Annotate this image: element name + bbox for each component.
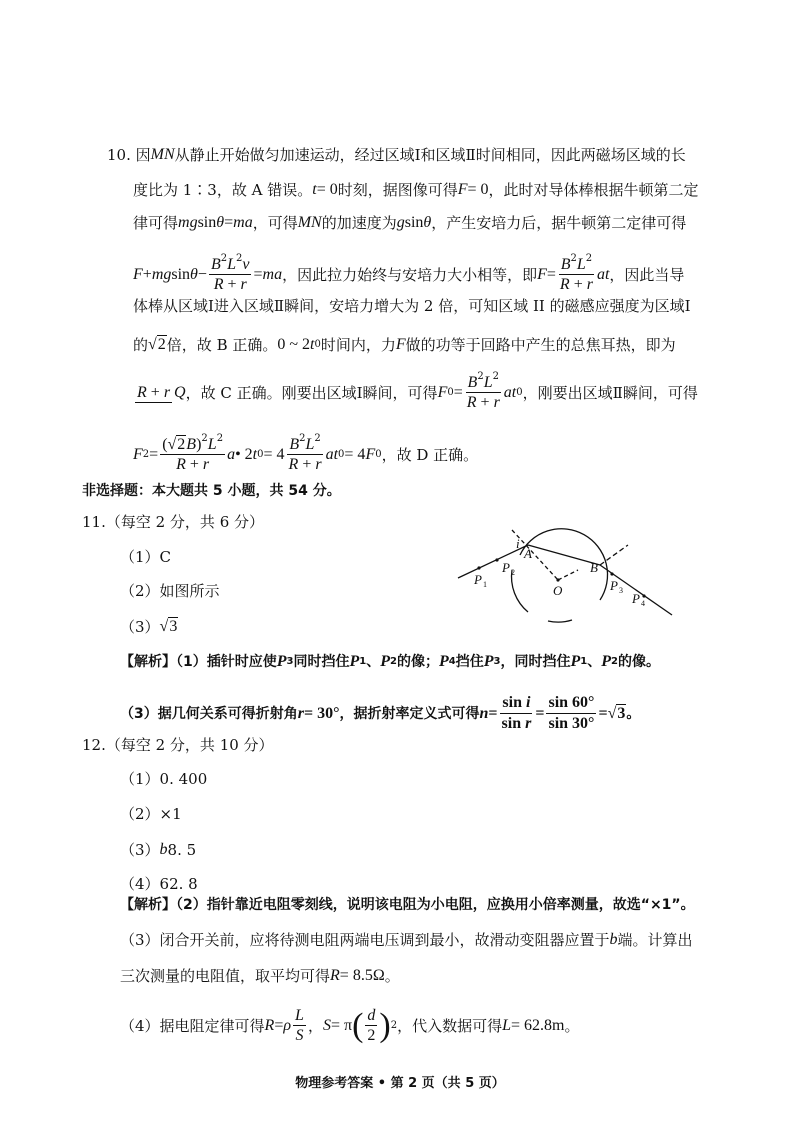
math-variable: d xyxy=(367,1007,376,1024)
point-a-label: A xyxy=(524,546,532,561)
text-run: （4）62. 8 xyxy=(120,875,198,893)
math-text: = 0 xyxy=(467,181,489,198)
text-run: 12.（每空 2 分，共 10 分） xyxy=(82,736,274,754)
math-variable: B xyxy=(210,256,221,273)
math-text: sin xyxy=(197,214,217,231)
math-variable: b xyxy=(159,841,168,858)
text-run: ， xyxy=(307,1016,323,1035)
math-variable: F xyxy=(437,383,448,401)
text-run: ，因此当导 xyxy=(609,265,685,284)
text-run: （2）如图所示 xyxy=(120,582,220,600)
math-variable: θ xyxy=(423,214,432,231)
math-variable: ma xyxy=(233,214,253,231)
math-text: = 4 xyxy=(344,445,366,463)
math-text: • 2 xyxy=(235,445,253,463)
text-run: 。 xyxy=(564,1016,580,1035)
superscript: 2 xyxy=(299,433,306,444)
math-variable: L xyxy=(483,374,493,391)
text-run: 的加速度为 xyxy=(321,214,397,232)
radicand: 3 xyxy=(169,618,178,635)
radicand: 2 xyxy=(177,436,186,453)
text-run: 的像。 xyxy=(618,654,660,670)
superscript: 2 xyxy=(477,371,484,382)
math-variable: R xyxy=(176,456,186,473)
math-variable: L xyxy=(502,1016,512,1034)
math-text: = xyxy=(535,704,545,722)
math-variable: L xyxy=(576,256,586,273)
text-line: 的 √2 倍，故 B 正确。 0 ~ 2 t 0 时间内，力 F 做的功等于回路中产生的总焦耳热，即为 xyxy=(133,336,676,354)
superscript: 2 xyxy=(492,371,499,382)
math-text: ) xyxy=(196,436,202,453)
math-variable: at xyxy=(503,383,517,401)
text-run: 从静止开始做匀加速运动，经过区域Ⅰ和区域Ⅱ时间相同，因此两磁场区域的长 xyxy=(174,146,686,164)
math-variable: mg xyxy=(178,214,198,231)
text-run: （1）C xyxy=(120,548,172,566)
math-text: = xyxy=(546,265,556,283)
math-text: sin xyxy=(501,715,526,732)
text-run: ，故 C 正确。刚要出区域Ⅰ瞬间，可得 xyxy=(185,383,438,402)
text-run: 非选择题：本大题共 5 小题，共 54 分。 xyxy=(82,483,341,499)
text-run: 时刻，据图像可得 xyxy=(337,181,458,199)
radical-sign: √ xyxy=(607,704,617,722)
normal-line-b xyxy=(558,570,578,580)
text-run: ，此时对导体棒根据牛顿第二定 xyxy=(488,181,699,199)
math-text: = xyxy=(224,214,234,231)
math-text: = xyxy=(274,1016,284,1034)
math-variable: P xyxy=(483,653,494,670)
text-run: （3） xyxy=(120,618,160,636)
math-variable: P xyxy=(570,653,581,670)
math-variable: R xyxy=(213,276,224,293)
pin-p4 xyxy=(642,594,645,597)
math-variable: B xyxy=(560,256,571,273)
parenthesis: ( xyxy=(352,1006,364,1044)
math-variable: P xyxy=(380,653,391,670)
text-run: （1）0. 400 xyxy=(120,770,208,788)
text-run: 8. 5 xyxy=(167,841,197,859)
math-variable: t xyxy=(312,181,317,198)
math-variable: t xyxy=(252,445,258,463)
math-text: = xyxy=(598,704,608,722)
math-variable: R xyxy=(330,967,340,984)
math-text: = 62.8m xyxy=(511,1016,565,1034)
text-run: ，据折射率定义式可得 xyxy=(339,705,480,722)
math-variable: R xyxy=(264,1016,275,1034)
text-run: （4）据电阻定律可得 xyxy=(120,1016,265,1035)
text-line: R + r Q ，故 C 正确。刚要出区域Ⅰ瞬间，可得 F 0 = $\frac{B^2L^2}{R + r}$ at 0 ，刚要出区域Ⅱ瞬间，可得 xyxy=(137,371,698,411)
text-run: 、 xyxy=(587,654,602,670)
superscript: 2 xyxy=(570,253,577,264)
math-text: ( xyxy=(162,436,168,453)
text-run: ，可得 xyxy=(252,214,298,232)
point-o-label: O xyxy=(553,583,563,598)
math-variable: r xyxy=(297,704,304,722)
math-text: = 4 xyxy=(263,445,285,463)
text-run: 。 xyxy=(384,967,400,985)
math-text: + xyxy=(298,456,316,473)
text-run: 律可得 xyxy=(133,214,179,232)
text-run: 同时挡住 xyxy=(293,654,350,670)
math-variable: r xyxy=(202,456,210,473)
math-variable: mg xyxy=(151,265,172,283)
math-variable: B xyxy=(186,436,197,453)
p1-label: P xyxy=(474,572,482,587)
p4-subscript: 4 xyxy=(641,599,645,608)
text-run: ，产生安培力后，据牛顿第二定律可得 xyxy=(431,214,687,232)
math-text: = xyxy=(488,704,498,722)
math-text: sin xyxy=(404,214,424,231)
text-run: 【解析】（2）指针靠近电阻零刻线，说明该电阻为小电阻，应换用小倍率测量，故选“×1”。 xyxy=(120,897,695,913)
math-text: = 30° xyxy=(303,704,340,722)
math-variable: L xyxy=(227,256,236,273)
text-run: （3）据几何关系可得折射角 xyxy=(120,705,298,722)
superscript: 2 xyxy=(201,433,208,444)
page-footer: 物理参考答案 • 第 2 页（共 5 页） xyxy=(295,1076,505,1091)
math-variable: P xyxy=(349,653,360,670)
radicand: 3 xyxy=(617,704,626,722)
math-variable: a xyxy=(227,445,236,463)
text-run: 的像； xyxy=(397,654,439,670)
text-run: 端。计算出 xyxy=(617,931,693,949)
text-run: （2）×1 xyxy=(120,805,182,823)
math-text: = 8.5Ω xyxy=(339,967,385,984)
math-variable: L xyxy=(207,436,217,453)
math-variable: g xyxy=(396,214,405,231)
parenthesis: ) xyxy=(379,1006,391,1044)
text-run: 10. 因 xyxy=(107,146,151,164)
superscript: 2 xyxy=(585,253,593,264)
math-variable: R xyxy=(137,383,147,401)
math-variable: R xyxy=(559,276,570,293)
text-run: ，因此拉力始终与安培力大小相等，即 xyxy=(282,265,538,284)
math-variable: θ xyxy=(216,214,225,231)
math-variable: b xyxy=(609,931,618,948)
math-text: = xyxy=(453,383,463,401)
math-variable: F xyxy=(395,336,406,353)
p2-label: P xyxy=(502,560,510,575)
math-text: sin 60° xyxy=(548,694,595,711)
text-run: 的 xyxy=(133,336,149,354)
superscript: 2 xyxy=(216,433,224,444)
math-variable: F xyxy=(537,265,547,283)
radicand: 2 xyxy=(157,336,166,353)
text-line: F 2 = $\frac{(√2B)^2L^2}{R + r}$ a • 2 t 0 = 4 $\frac{B^2L^2}{R + r}$ at 0 = 4 F 0 ，故 D 正确。 xyxy=(133,433,479,473)
math-text: 2 xyxy=(367,1027,376,1044)
text-line: 【解析】（1）插针时应使 P 3 同时挡住 P 1 、 P 2 的像； P 4 挡住 P 3 ，同时挡住 P 1 、 P 2 的像。 xyxy=(120,653,660,670)
math-text: + xyxy=(142,265,152,283)
text-run: ，刚要出区域Ⅱ瞬间，可得 xyxy=(522,383,698,402)
text-run: 体棒从区域Ⅰ进入区域Ⅱ瞬间，安培力增大为 2 倍，可知区域 II 的磁感应强度为区域Ⅰ xyxy=(133,297,691,315)
math-variable: r xyxy=(493,394,500,411)
text-run: 挡住 xyxy=(455,654,484,670)
normal-extension-b xyxy=(600,545,628,565)
p3-label: P xyxy=(610,578,618,593)
angle-i-label: i xyxy=(516,536,520,551)
text-run: 做的功等于回路中产生的总焦耳热，即为 xyxy=(405,336,676,354)
math-text: 0 ~ 2 xyxy=(277,336,311,353)
math-text: + xyxy=(185,456,203,473)
math-variable: F xyxy=(365,445,376,463)
math-variable: θ xyxy=(190,265,198,283)
math-variable: r xyxy=(525,715,532,732)
math-variable: n xyxy=(479,704,489,722)
math-variable: L xyxy=(295,1007,304,1024)
math-variable: ρ xyxy=(283,1016,292,1034)
text-run: 。 xyxy=(626,705,641,722)
math-text: + xyxy=(146,383,164,401)
math-variable: ma xyxy=(262,265,283,283)
math-text: + xyxy=(569,276,587,293)
p2-subscript: 2 xyxy=(511,568,515,577)
glass-circle-arc-bottom xyxy=(548,620,572,622)
math-variable: L xyxy=(305,436,315,453)
math-variable: P xyxy=(601,653,612,670)
p3-subscript: 3 xyxy=(619,586,623,595)
text-run: （3） xyxy=(120,841,160,859)
math-text: sin xyxy=(502,694,526,711)
superscript: 2 xyxy=(220,253,228,264)
math-text: = xyxy=(149,445,159,463)
text-line: （4）据电阻定律可得 R = ρ $\frac{L}{S}$ ， S = π ( $\frac{d}{2}$ ) 2 ，代入数据可得 L = 62.8m 。 xyxy=(120,1006,580,1044)
text-run: 11.（每空 2 分，共 6 分） xyxy=(82,513,265,531)
math-variable: F xyxy=(457,181,468,198)
math-variable: B xyxy=(289,436,300,453)
math-variable: r xyxy=(163,383,171,401)
math-variable: Q xyxy=(174,383,186,401)
math-variable: R xyxy=(288,456,299,473)
math-variable: r xyxy=(240,276,247,293)
text-run: ，同时挡住 xyxy=(500,654,571,670)
text-run: 度比为 1∶3，故 A 错误。 xyxy=(133,181,313,199)
math-variable: i xyxy=(526,694,531,711)
text-run: 【解析】（1）插针时应使 xyxy=(120,654,277,670)
p1-subscript: 1 xyxy=(483,580,487,589)
math-variable: S xyxy=(295,1027,304,1044)
math-variable: F xyxy=(133,265,143,283)
math-variable: r xyxy=(586,276,593,293)
superscript: 2 xyxy=(236,253,243,264)
math-variable: r xyxy=(315,456,322,473)
text-run: 时间内，力 xyxy=(320,336,396,354)
math-variable: F xyxy=(133,445,143,463)
text-run: （3）闭合开关前，应将待测电阻两端电压调到最小，故滑动变阻器应置于 xyxy=(120,931,610,949)
math-variable: at xyxy=(325,445,339,463)
math-variable: t xyxy=(310,336,315,353)
math-text: sin 30° xyxy=(548,715,595,732)
radical-sign: √ xyxy=(167,436,177,453)
math-variable: R xyxy=(466,394,477,411)
center-o xyxy=(556,578,559,581)
math-variable: S xyxy=(322,1016,331,1034)
text-run: ，代入数据可得 xyxy=(397,1016,503,1035)
math-text: = 0 xyxy=(316,181,338,198)
text-run: ，故 D 正确。 xyxy=(381,445,479,464)
math-variable: P xyxy=(439,653,449,670)
text-run: 三次测量的电阻值，取平均可得 xyxy=(120,967,331,985)
math-text: + xyxy=(223,276,241,293)
math-variable: B xyxy=(467,374,478,391)
text-run: 倍，故 B 正确。 xyxy=(166,336,278,354)
pin-p1 xyxy=(477,566,480,569)
p4-label: P xyxy=(632,591,640,606)
math-text: = xyxy=(253,265,263,283)
superscript: 2 xyxy=(314,433,321,444)
math-variable: P xyxy=(276,653,287,670)
pin-p3 xyxy=(610,572,613,575)
math-text: + xyxy=(476,394,494,411)
radical-sign: √ xyxy=(148,336,157,353)
point-b-label: B xyxy=(590,560,598,575)
math-variable: MN xyxy=(150,146,175,163)
text-run: 、 xyxy=(366,654,381,670)
radical-sign: √ xyxy=(159,618,169,635)
math-text: sin xyxy=(171,265,191,283)
math-variable: MN xyxy=(297,214,322,231)
math-variable: v xyxy=(242,256,250,273)
math-text: = π xyxy=(330,1016,353,1034)
math-variable: at xyxy=(596,265,610,283)
pin-p2 xyxy=(495,558,498,561)
math-text: − xyxy=(197,265,207,283)
